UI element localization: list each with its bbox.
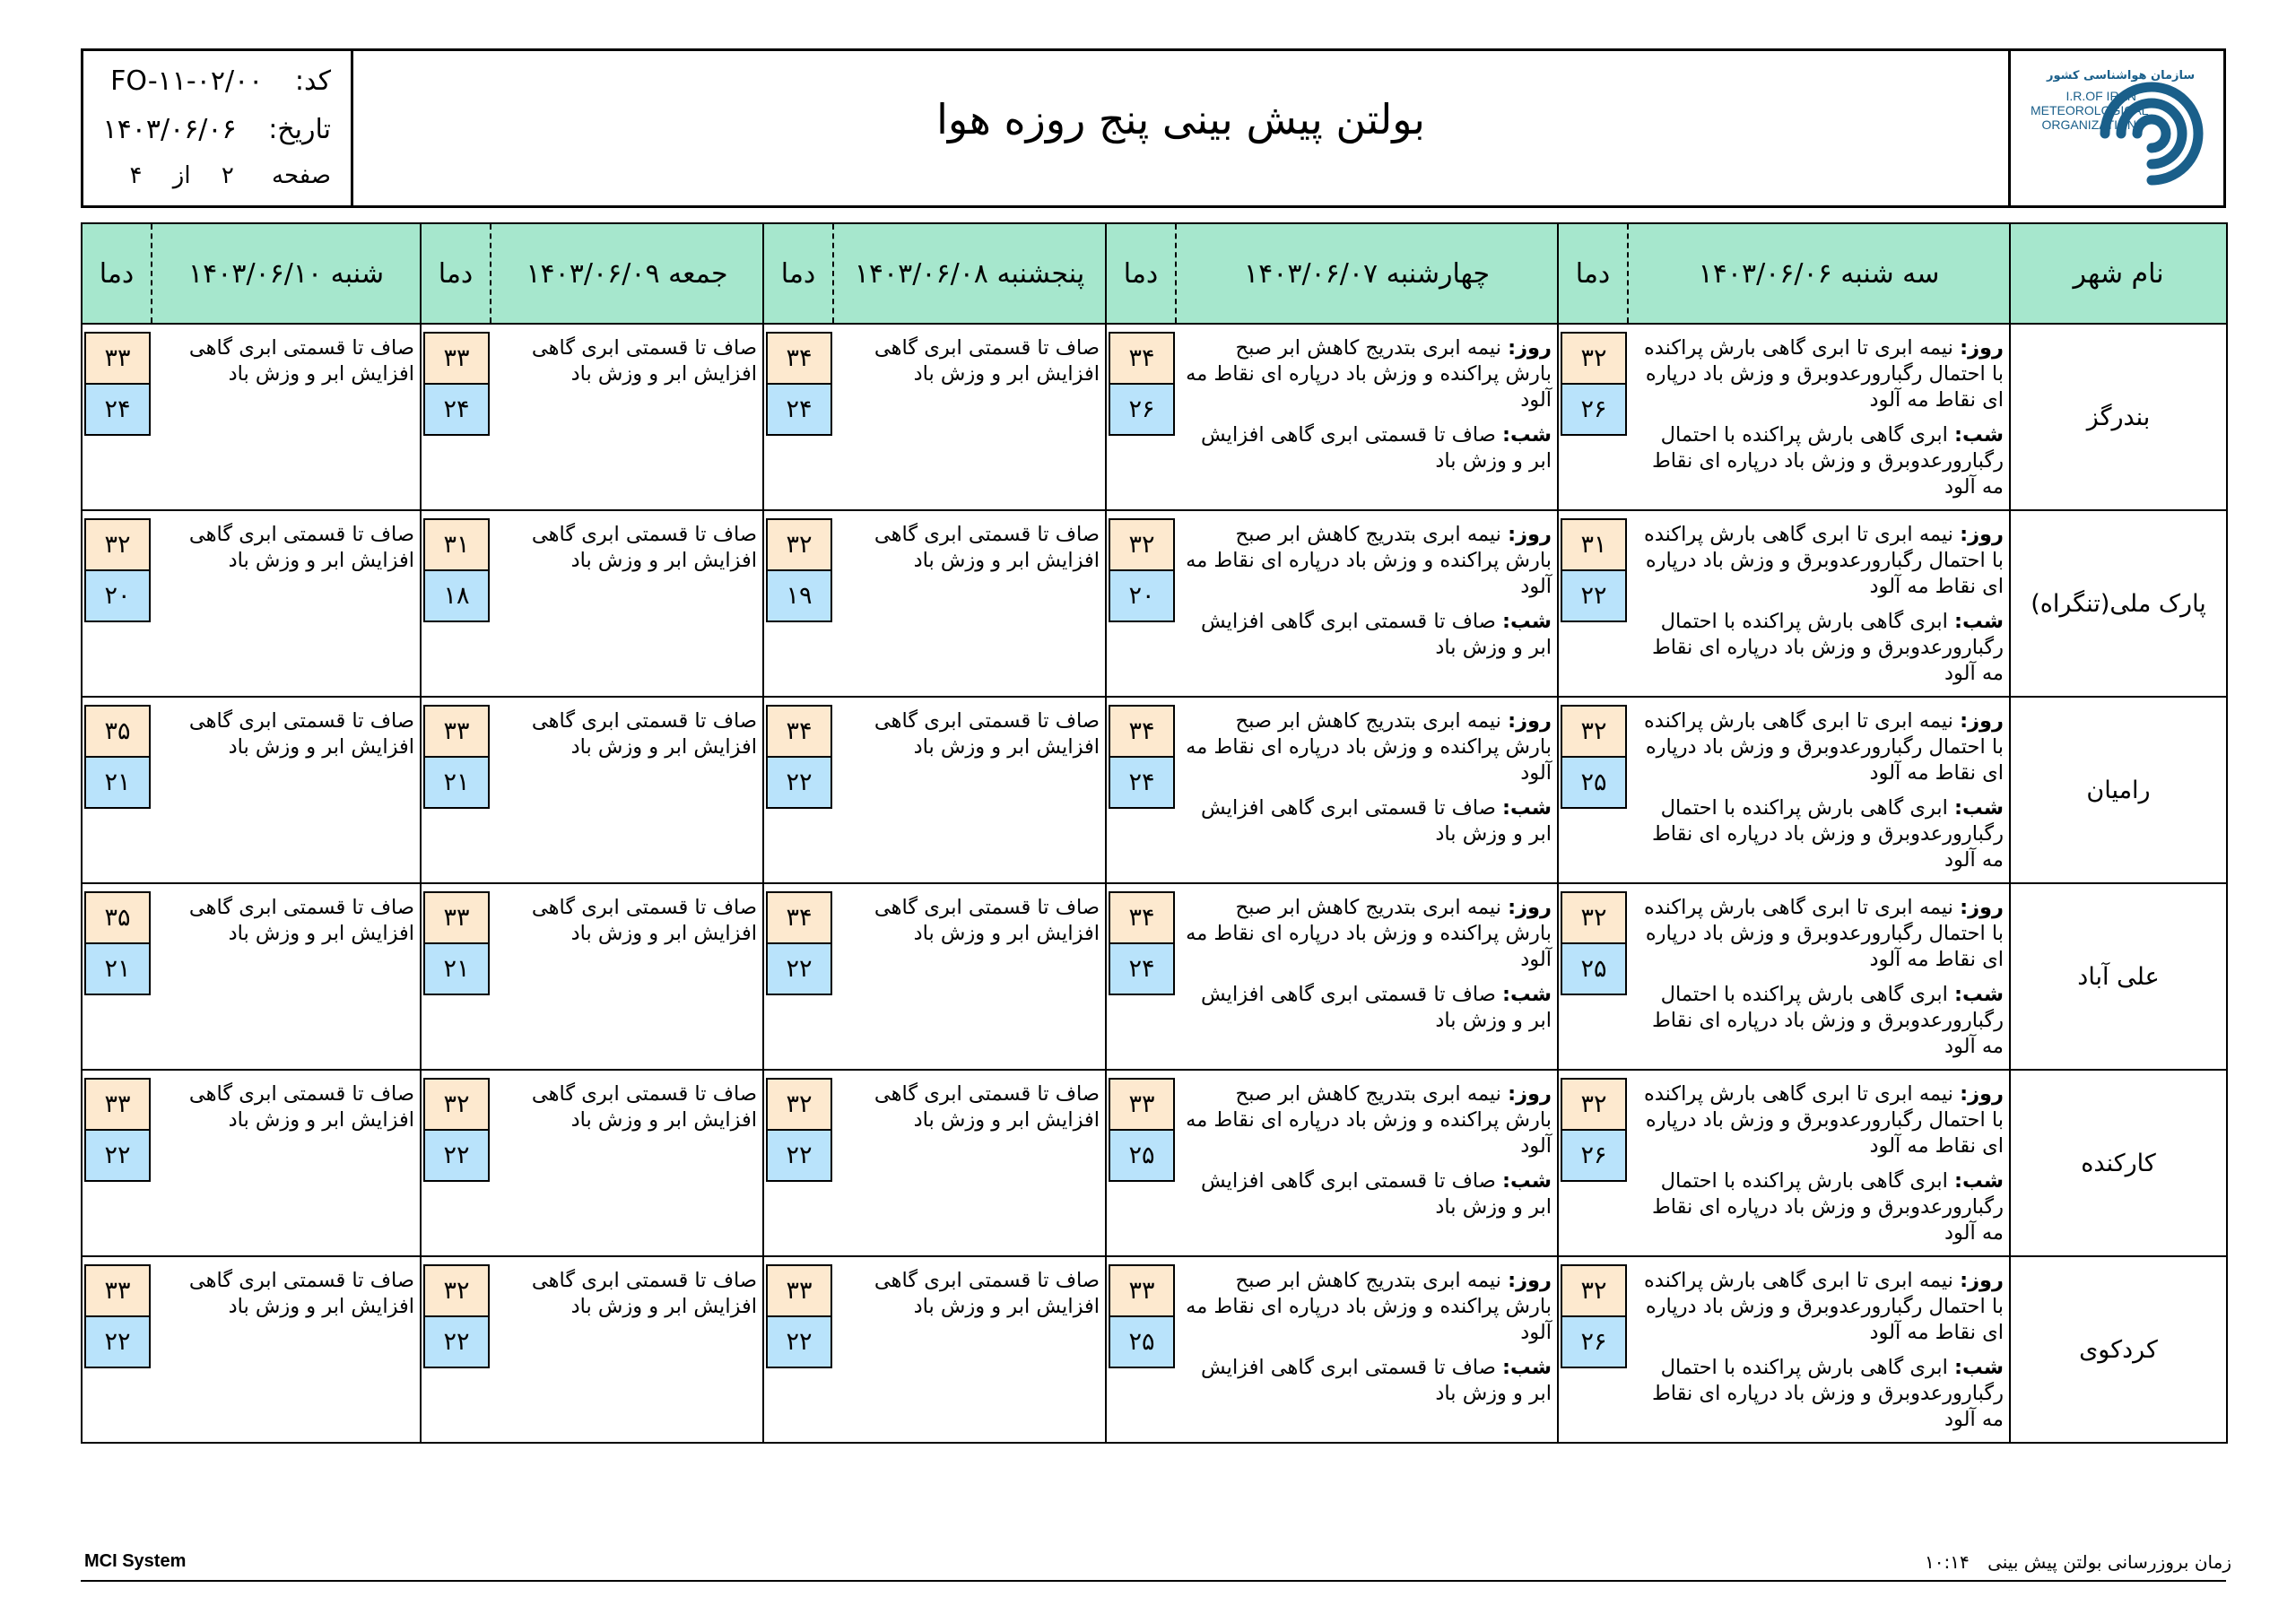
doc-code <box>110 65 331 97</box>
forecast-description <box>491 697 763 883</box>
min-temperature: ۲۲ <box>1561 570 1627 622</box>
max-temperature: ۳۳ <box>84 1264 151 1316</box>
day-forecast <box>1629 1257 2009 1346</box>
meteorological-emblem-icon <box>2098 64 2205 189</box>
night-label: شب: <box>1954 610 2004 633</box>
night-label: شب: <box>1502 1169 1552 1193</box>
night-forecast-text: صاف تا قسمتی ابری گاهی افزایش ابر و وزش باد <box>1201 610 1552 659</box>
day-forecast <box>1629 884 2009 973</box>
temp-column-header: دما <box>82 223 152 324</box>
temperature-cell <box>82 1256 152 1443</box>
day-label: روز: <box>1508 896 1552 919</box>
day-forecast <box>1177 884 1557 973</box>
forecast-text: صاف تا قسمتی ابری گاهی افزایش ابر و وزش باد <box>874 709 1100 759</box>
code-label: کد: <box>294 65 331 97</box>
max-temperature: ۳۳ <box>84 1078 151 1130</box>
temperature-cell <box>1558 1070 1628 1256</box>
max-temperature: ۳۲ <box>84 518 151 570</box>
forecast-description <box>1628 324 2010 510</box>
forecast-text: صاف تا قسمتی ابری گاهی افزایش ابر و وزش باد <box>531 896 757 945</box>
day-column-header: پنجشنبه ۱۴۰۳/۰۶/۰۸ <box>833 223 1106 324</box>
night-forecast <box>1629 1159 2009 1246</box>
day-forecast-text: نیمه ابری تا ابری گاهی بارش پراکنده با احتمال رگبارورعدوبرق و وزش باد درپاره ای نقاط مه آلود <box>1644 336 2004 412</box>
temperature-cell <box>421 1256 491 1443</box>
forecast-description <box>1176 1256 1558 1443</box>
max-temperature: ۳۲ <box>1561 332 1627 384</box>
max-temperature: ۳۳ <box>766 1264 832 1316</box>
table-row <box>82 883 2227 1070</box>
table-row <box>82 1070 2227 1256</box>
max-temperature: ۳۲ <box>1561 1078 1627 1130</box>
temperature-cell <box>1106 324 1176 510</box>
min-temperature: ۲۴ <box>1109 757 1175 809</box>
day-forecast-text: نیمه ابری بتدریج کاهش ابر صبح بارش پراکنده و وزش باد درپاره ای نقاط مه آلود <box>1186 336 1552 412</box>
temp-column-header: دما <box>1558 223 1628 324</box>
forecast-table <box>81 222 2228 1444</box>
temperature-cell <box>421 697 491 883</box>
night-label: شب: <box>1502 610 1552 633</box>
forecast-description <box>152 510 421 697</box>
forecast-description <box>1176 1070 1558 1256</box>
date-value: ۱۴۰۳/۰۶/۰۶ <box>102 114 237 145</box>
city-name: کردکوی <box>2010 1256 2227 1443</box>
day-forecast <box>1177 325 1557 413</box>
forecast-text: صاف تا قسمتی ابری گاهی افزایش ابر و وزش باد <box>874 1269 1100 1318</box>
forecast-text: صاف تا قسمتی ابری گاهی افزایش ابر و وزش باد <box>188 523 414 572</box>
min-temperature: ۱۸ <box>423 570 490 622</box>
max-temperature: ۳۵ <box>84 705 151 757</box>
temperature-cell <box>763 1256 833 1443</box>
min-temperature: ۲۶ <box>1561 1316 1627 1368</box>
max-temperature: ۳۴ <box>766 891 832 943</box>
day-label: روز: <box>1508 709 1552 733</box>
temperature-cell <box>82 1070 152 1256</box>
temperature-cell <box>1106 883 1176 1070</box>
forecast-text: صاف تا قسمتی ابری گاهی افزایش ابر و وزش باد <box>531 1082 757 1132</box>
city-name: علی آباد <box>2010 883 2227 1070</box>
min-temperature: ۲۲ <box>766 757 832 809</box>
max-temperature: ۳۲ <box>423 1078 490 1130</box>
day-label: روز: <box>1508 523 1552 546</box>
document-meta <box>83 51 353 205</box>
forecast-description <box>1628 883 2010 1070</box>
page-number: ۲ <box>221 162 234 189</box>
temperature-cell <box>82 510 152 697</box>
forecast-description <box>1628 1256 2010 1443</box>
day-forecast-text: نیمه ابری تا ابری گاهی بارش پراکنده با احتمال رگبارورعدوبرق و وزش باد درپاره ای نقاط مه آلود <box>1644 1082 2004 1158</box>
day-forecast <box>1629 325 2009 413</box>
day-column-header: چهارشنبه ۱۴۰۳/۰۶/۰۷ <box>1176 223 1558 324</box>
forecast-description <box>491 1256 763 1443</box>
page-total: ۴ <box>129 162 143 189</box>
min-temperature: ۲۱ <box>84 757 151 809</box>
forecast-description <box>1628 510 2010 697</box>
code-value: FO-۱۱-۰۲/۰۰ <box>110 65 264 97</box>
temperature-cell <box>1106 1256 1176 1443</box>
min-temperature: ۲۲ <box>766 1316 832 1368</box>
temperature-cell <box>82 697 152 883</box>
temperature-cell <box>763 324 833 510</box>
night-forecast <box>1629 600 2009 687</box>
night-forecast <box>1177 600 1557 661</box>
max-temperature: ۳۴ <box>766 705 832 757</box>
city-column-header: نام شهر <box>2010 223 2227 324</box>
night-forecast-text: ابری گاهی بارش پراکنده با احتمال رگبارورعدوبرق و وزش باد درپاره ای نقاط مه آلود <box>1652 610 2004 685</box>
day-label: روز: <box>1960 336 2004 360</box>
footer-update-info <box>1925 1551 2231 1573</box>
day-forecast-text: نیمه ابری تا ابری گاهی بارش پراکنده با احتمال رگبارورعدوبرق و وزش باد درپاره ای نقاط مه آلود <box>1644 709 2004 785</box>
page-label: صفحه <box>272 162 331 189</box>
forecast-description <box>152 324 421 510</box>
day-column-header: جمعه ۱۴۰۳/۰۶/۰۹ <box>491 223 763 324</box>
temp-column-header: دما <box>421 223 491 324</box>
forecast-text: صاف تا قسمتی ابری گاهی افزایش ابر و وزش باد <box>531 523 757 572</box>
bulletin-header <box>81 48 2226 208</box>
day-label: روز: <box>1960 709 2004 733</box>
min-temperature: ۲۵ <box>1109 1130 1175 1182</box>
min-temperature: ۲۴ <box>84 384 151 436</box>
max-temperature: ۳۴ <box>1109 891 1175 943</box>
temperature-cell <box>421 1070 491 1256</box>
temperature-cell <box>1558 510 1628 697</box>
temp-column-header: دما <box>1106 223 1176 324</box>
day-forecast-text: نیمه ابری تا ابری گاهی بارش پراکنده با احتمال رگبارورعدوبرق و وزش باد درپاره ای نقاط مه آلود <box>1644 896 2004 971</box>
page-title: بولتن پیش بینی پنج روزه هوا <box>936 95 1425 143</box>
day-forecast <box>1177 1257 1557 1346</box>
min-temperature: ۲۶ <box>1561 384 1627 436</box>
max-temperature: ۳۴ <box>1109 705 1175 757</box>
forecast-text: صاف تا قسمتی ابری گاهی افزایش ابر و وزش باد <box>188 896 414 945</box>
forecast-text: صاف تا قسمتی ابری گاهی افزایش ابر و وزش باد <box>874 336 1100 386</box>
night-label: شب: <box>1502 423 1552 447</box>
forecast-description <box>491 1070 763 1256</box>
table-header-row <box>82 223 2227 324</box>
temperature-cell <box>82 324 152 510</box>
max-temperature: ۳۲ <box>423 1264 490 1316</box>
forecast-text: صاف تا قسمتی ابری گاهی افزایش ابر و وزش باد <box>531 1269 757 1318</box>
day-forecast <box>1629 698 2009 786</box>
min-temperature: ۲۵ <box>1109 1316 1175 1368</box>
night-forecast-text: ابری گاهی بارش پراکنده با احتمال رگبارورعدوبرق و وزش باد درپاره ای نقاط مه آلود <box>1652 796 2004 872</box>
max-temperature: ۳۳ <box>1109 1264 1175 1316</box>
night-forecast-text: ابری گاهی بارش پراکنده با احتمال رگبارورعدوبرق و وزش باد درپاره ای نقاط مه آلود <box>1652 983 2004 1058</box>
organization-logo <box>2008 51 2223 205</box>
min-temperature: ۲۱ <box>423 757 490 809</box>
forecast-description <box>1176 883 1558 1070</box>
logo-persian-text: سازمان هواشناسی کشور <box>2047 69 2196 82</box>
day-forecast <box>1177 1071 1557 1159</box>
min-temperature: ۲۱ <box>423 943 490 995</box>
day-column-header: شنبه ۱۴۰۳/۰۶/۱۰ <box>152 223 421 324</box>
night-label: شب: <box>1954 983 2004 1006</box>
max-temperature: ۳۲ <box>1109 518 1175 570</box>
night-forecast <box>1177 973 1557 1034</box>
temperature-cell <box>421 883 491 1070</box>
min-temperature: ۲۶ <box>1109 384 1175 436</box>
footer-system-name: MCI System <box>84 1551 187 1571</box>
max-temperature: ۳۴ <box>766 332 832 384</box>
forecast-description <box>491 510 763 697</box>
min-temperature: ۲۵ <box>1561 757 1627 809</box>
temperature-cell <box>763 510 833 697</box>
max-temperature: ۳۳ <box>1109 1078 1175 1130</box>
night-label: شب: <box>1954 423 2004 447</box>
min-temperature: ۲۲ <box>423 1316 490 1368</box>
forecast-description <box>491 883 763 1070</box>
day-label: روز: <box>1508 336 1552 360</box>
night-forecast-text: صاف تا قسمتی ابری گاهی افزایش ابر و وزش باد <box>1201 423 1552 473</box>
day-forecast-text: نیمه ابری بتدریج کاهش ابر صبح بارش پراکنده و وزش باد درپاره ای نقاط مه آلود <box>1186 709 1552 785</box>
min-temperature: ۲۲ <box>84 1130 151 1182</box>
night-label: شب: <box>1954 1356 2004 1379</box>
night-forecast-text: صاف تا قسمتی ابری گاهی افزایش ابر و وزش باد <box>1201 1356 1552 1405</box>
doc-date <box>103 114 331 145</box>
forecast-description <box>1628 1070 2010 1256</box>
night-label: شب: <box>1502 1356 1552 1379</box>
night-forecast-text: صاف تا قسمتی ابری گاهی افزایش ابر و وزش باد <box>1201 1169 1552 1219</box>
doc-page <box>130 162 331 189</box>
logo-line: I.R.OF IRAN <box>2066 89 2136 103</box>
table-row <box>82 697 2227 883</box>
forecast-description <box>1628 697 2010 883</box>
min-temperature: ۲۲ <box>766 1130 832 1182</box>
day-forecast-text: نیمه ابری بتدریج کاهش ابر صبح بارش پراکنده و وزش باد درپاره ای نقاط مه آلود <box>1186 1269 1552 1344</box>
max-temperature: ۳۲ <box>766 518 832 570</box>
table-row <box>82 1256 2227 1443</box>
min-temperature: ۲۲ <box>84 1316 151 1368</box>
max-temperature: ۳۴ <box>1109 332 1175 384</box>
forecast-text: صاف تا قسمتی ابری گاهی افزایش ابر و وزش باد <box>531 336 757 386</box>
night-forecast <box>1629 1346 2009 1433</box>
min-temperature: ۲۰ <box>1109 570 1175 622</box>
date-label: تاریخ: <box>268 114 331 145</box>
min-temperature: ۱۹ <box>766 570 832 622</box>
max-temperature: ۳۲ <box>1561 891 1627 943</box>
night-forecast <box>1177 1346 1557 1407</box>
max-temperature: ۳۳ <box>84 332 151 384</box>
forecast-description <box>1176 324 1558 510</box>
table-row <box>82 510 2227 697</box>
night-forecast <box>1177 413 1557 474</box>
temperature-cell <box>1106 510 1176 697</box>
city-name: پارک ملی(تنگراه) <box>2010 510 2227 697</box>
day-column-header: سه شنبه ۱۴۰۳/۰۶/۰۶ <box>1628 223 2010 324</box>
max-temperature: ۳۲ <box>1561 1264 1627 1316</box>
forecast-description <box>833 883 1106 1070</box>
max-temperature: ۳۳ <box>423 332 490 384</box>
city-name: کارکنده <box>2010 1070 2227 1256</box>
min-temperature: ۲۲ <box>766 943 832 995</box>
temperature-cell <box>1558 1256 1628 1443</box>
city-name: بندرگز <box>2010 324 2227 510</box>
min-temperature: ۲۱ <box>84 943 151 995</box>
day-forecast-text: نیمه ابری تا ابری گاهی بارش پراکنده با احتمال رگبارورعدوبرق و وزش باد درپاره ای نقاط مه آلود <box>1644 523 2004 598</box>
day-forecast-text: نیمه ابری بتدریج کاهش ابر صبح بارش پراکنده و وزش باد درپاره ای نقاط مه آلود <box>1186 523 1552 598</box>
temperature-cell <box>421 510 491 697</box>
forecast-description <box>833 510 1106 697</box>
temperature-cell <box>1558 883 1628 1070</box>
temperature-cell <box>421 324 491 510</box>
night-label: شب: <box>1954 1169 2004 1193</box>
forecast-description <box>152 883 421 1070</box>
night-forecast <box>1629 786 2009 873</box>
night-forecast-text: ابری گاهی بارش پراکنده با احتمال رگبارورعدوبرق و وزش باد درپاره ای نقاط مه آلود <box>1652 1169 2004 1245</box>
night-forecast-text: ابری گاهی بارش پراکنده با احتمال رگبارورعدوبرق و وزش باد درپاره ای نقاط مه آلود <box>1652 423 2004 499</box>
max-temperature: ۳۲ <box>766 1078 832 1130</box>
logo-line: METEOROLOGICAL <box>2031 103 2149 117</box>
day-label: روز: <box>1960 896 2004 919</box>
day-label: روز: <box>1960 1269 2004 1292</box>
update-label: زمان بروزرسانی بولتن پیش بینی <box>1987 1551 2231 1573</box>
temp-column-header: دما <box>763 223 833 324</box>
temperature-cell <box>1106 1070 1176 1256</box>
forecast-description <box>833 1070 1106 1256</box>
night-label: شب: <box>1502 796 1552 820</box>
temperature-cell <box>1558 324 1628 510</box>
forecast-text: صاف تا قسمتی ابری گاهی افزایش ابر و وزش باد <box>188 1269 414 1318</box>
day-label: روز: <box>1960 1082 2004 1106</box>
max-temperature: ۳۳ <box>423 705 490 757</box>
temperature-cell <box>1106 697 1176 883</box>
forecast-text: صاف تا قسمتی ابری گاهی افزایش ابر و وزش باد <box>188 709 414 759</box>
day-label: روز: <box>1508 1269 1552 1292</box>
max-temperature: ۳۱ <box>423 518 490 570</box>
temperature-cell <box>763 697 833 883</box>
night-forecast <box>1629 973 2009 1060</box>
forecast-text: صاف تا قسمتی ابری گاهی افزایش ابر و وزش باد <box>874 523 1100 572</box>
forecast-description <box>1176 697 1558 883</box>
forecast-description <box>491 324 763 510</box>
night-forecast-text: ابری گاهی بارش پراکنده با احتمال رگبارورعدوبرق و وزش باد درپاره ای نقاط مه آلود <box>1652 1356 2004 1431</box>
night-label: شب: <box>1502 983 1552 1006</box>
night-label: شب: <box>1954 796 2004 820</box>
forecast-text: صاف تا قسمتی ابری گاهی افزایش ابر و وزش باد <box>188 1082 414 1132</box>
night-forecast <box>1177 1159 1557 1220</box>
temperature-cell <box>82 883 152 1070</box>
night-forecast-text: صاف تا قسمتی ابری گاهی افزایش ابر و وزش باد <box>1201 983 1552 1032</box>
forecast-description <box>152 697 421 883</box>
forecast-text: صاف تا قسمتی ابری گاهی افزایش ابر و وزش باد <box>531 709 757 759</box>
day-forecast-text: نیمه ابری بتدریج کاهش ابر صبح بارش پراکنده و وزش باد درپاره ای نقاط مه آلود <box>1186 1082 1552 1158</box>
forecast-description <box>833 1256 1106 1443</box>
day-forecast <box>1629 511 2009 600</box>
forecast-text: صاف تا قسمتی ابری گاهی افزایش ابر و وزش باد <box>874 1082 1100 1132</box>
night-forecast-text: صاف تا قسمتی ابری گاهی افزایش ابر و وزش باد <box>1201 796 1552 846</box>
min-temperature: ۲۴ <box>766 384 832 436</box>
min-temperature: ۲۵ <box>1561 943 1627 995</box>
max-temperature: ۳۲ <box>1561 705 1627 757</box>
day-label: روز: <box>1508 1082 1552 1106</box>
day-forecast-text: نیمه ابری بتدریج کاهش ابر صبح بارش پراکنده و وزش باد درپاره ای نقاط مه آلود <box>1186 896 1552 971</box>
temperature-cell <box>763 883 833 1070</box>
min-temperature: ۲۴ <box>1109 943 1175 995</box>
forecast-description <box>833 697 1106 883</box>
day-forecast <box>1177 698 1557 786</box>
forecast-description <box>1176 510 1558 697</box>
min-temperature: ۲۰ <box>84 570 151 622</box>
temperature-cell <box>1558 697 1628 883</box>
night-forecast <box>1629 413 2009 500</box>
max-temperature: ۳۱ <box>1561 518 1627 570</box>
night-forecast <box>1177 786 1557 847</box>
max-temperature: ۳۵ <box>84 891 151 943</box>
day-forecast-text: نیمه ابری تا ابری گاهی بارش پراکنده با احتمال رگبارورعدوبرق و وزش باد درپاره ای نقاط مه آلود <box>1644 1269 2004 1344</box>
page-of: از <box>172 162 191 189</box>
forecast-text: صاف تا قسمتی ابری گاهی افزایش ابر و وزش باد <box>874 896 1100 945</box>
forecast-description <box>833 324 1106 510</box>
min-temperature: ۲۶ <box>1561 1130 1627 1182</box>
temperature-cell <box>763 1070 833 1256</box>
min-temperature: ۲۴ <box>423 384 490 436</box>
day-label: روز: <box>1960 523 2004 546</box>
footer-divider <box>81 1580 2226 1582</box>
day-forecast <box>1629 1071 2009 1159</box>
forecast-description <box>152 1256 421 1443</box>
logo-line: ORGANIZATION <box>2041 117 2136 132</box>
min-temperature: ۲۲ <box>423 1130 490 1182</box>
forecast-description <box>152 1070 421 1256</box>
update-time: ۱۰:۱۴ <box>1925 1551 1970 1573</box>
max-temperature: ۳۳ <box>423 891 490 943</box>
city-name: رامیان <box>2010 697 2227 883</box>
forecast-text: صاف تا قسمتی ابری گاهی افزایش ابر و وزش باد <box>188 336 414 386</box>
table-row <box>82 324 2227 510</box>
day-forecast <box>1177 511 1557 600</box>
